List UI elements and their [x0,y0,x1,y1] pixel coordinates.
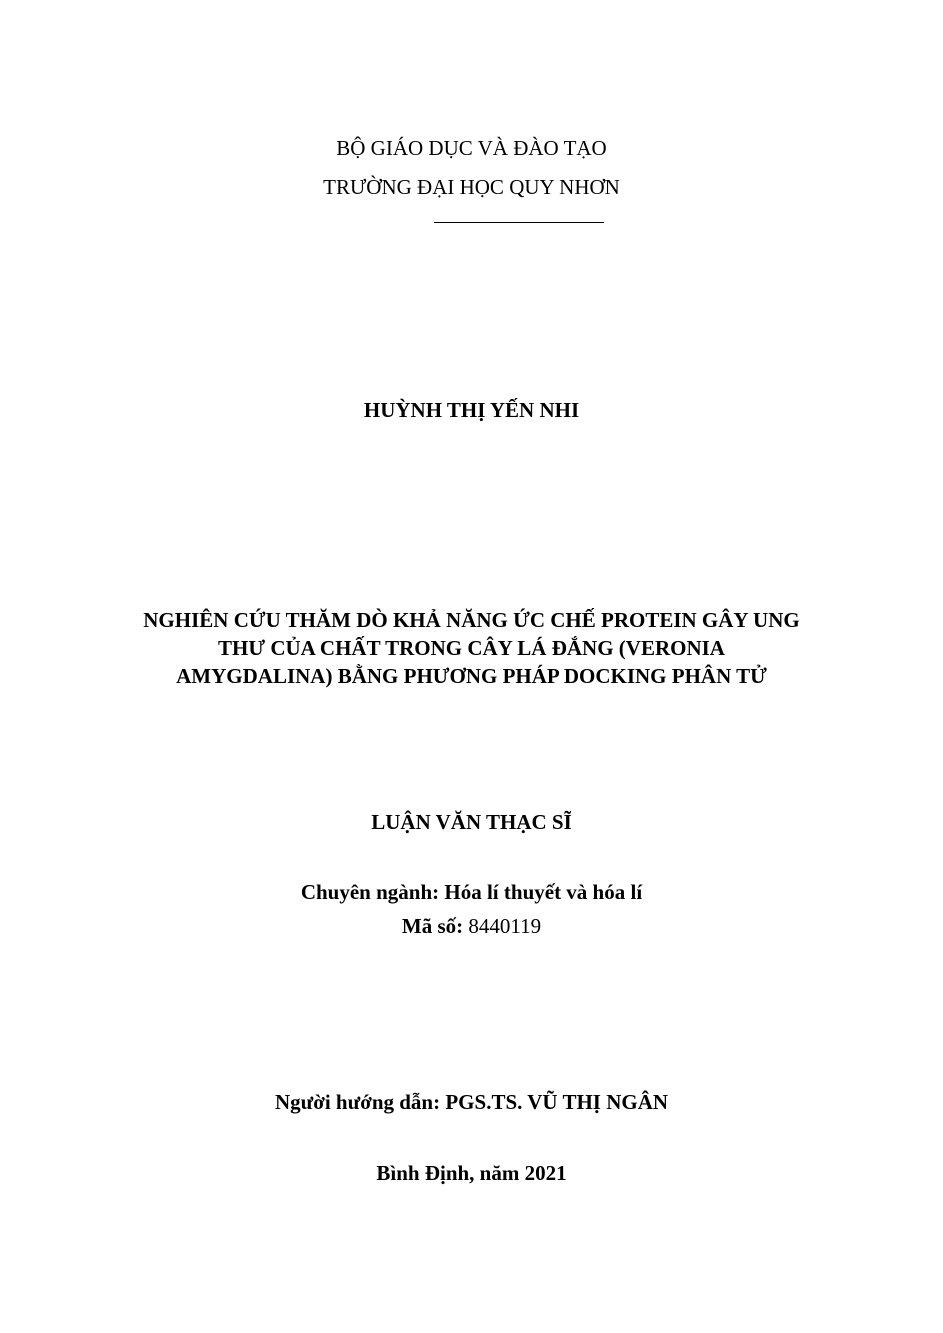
thesis-title [0,606,943,690]
thesis-title-line-2: THƯ CỦA CHẤT TRONG CÂY LÁ ĐẮNG (VERONIA [218,636,725,660]
thesis-title-line-3: AMYGDALINA) BẰNG PHƯƠNG PHÁP DOCKING PHÂN TỬ [176,664,767,688]
university-heading: TRƯỜNG ĐẠI HỌC QUY NHƠN [323,175,620,199]
specialization-row [0,879,943,905]
supervisor-label: Người hướng dẫn: [274,1090,446,1114]
thesis-title-line-1: NGHIÊN CỨU THĂM DÒ KHẢ NĂNG ỨC CHẾ PROTEIN GÂY UNG [143,608,800,632]
specialization-value: Hóa lí thuyết và hóa lí [444,880,643,904]
specialization-label: Chuyên ngành: [300,880,445,904]
header-divider [434,222,604,223]
place-and-year: Bình Định, năm 2021 [376,1161,567,1185]
code-label: Mã số: [401,914,469,938]
supervisor-row [0,1089,943,1115]
code-row [0,913,943,939]
author-name: HUỲNH THỊ YẾN NHI [363,398,580,422]
code-value: 8440119 [468,914,542,938]
supervisor-value: PGS.TS. VŨ THỊ NGÂN [445,1090,669,1114]
degree-label: LUẬN VĂN THẠC SĨ [371,810,572,834]
ministry-heading: BỘ GIÁO DỤC VÀ ĐÀO TẠO [336,136,607,160]
